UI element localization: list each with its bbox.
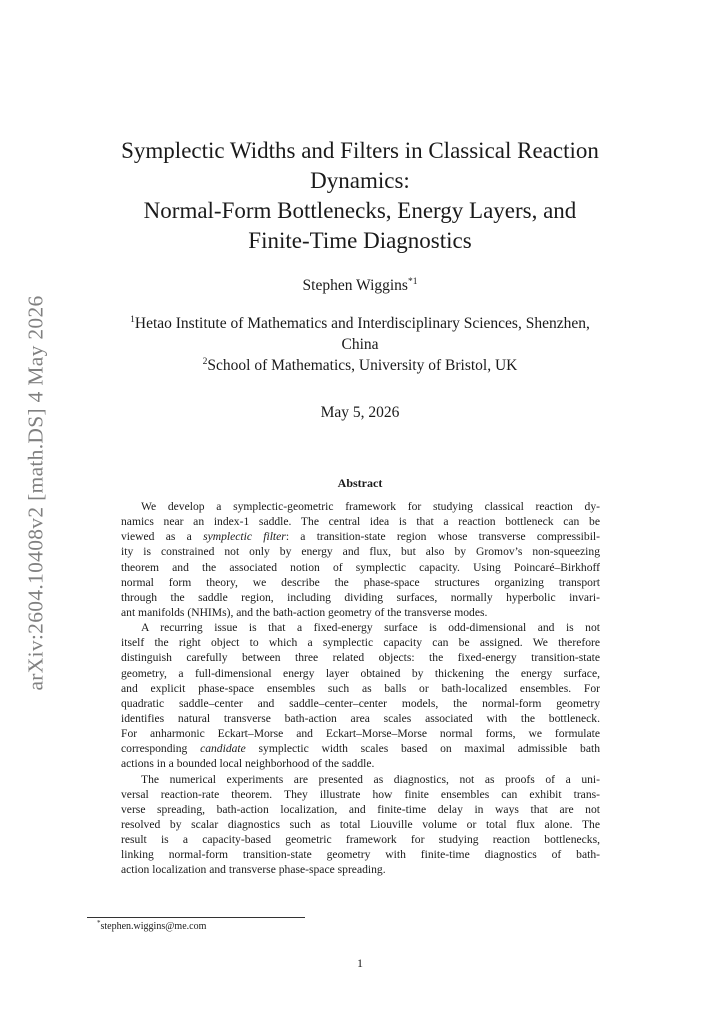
abstract-line: versal reaction-rate theorem. They illustrate how finite ensembles can exhibit trans-: [121, 787, 600, 801]
title-line: Dynamics:: [310, 168, 410, 193]
footnote-mark: *: [97, 919, 101, 927]
abstract-line: resolved by scalar diagnostics such as total Liouville volume or total flux alone. The: [121, 817, 600, 831]
affiliation-line: [70, 355, 650, 376]
arxiv-identifier: arXiv:2604.10408v2 [math.DS] 4 May 2026: [23, 295, 48, 691]
abstract-paragraph-3: [121, 772, 600, 878]
affiliation-mark: 2: [202, 357, 208, 367]
abstract-line: normal form theory, we describe the phase-space structures organizing transport: [121, 575, 600, 589]
abstract-paragraph-2: [121, 620, 600, 771]
author-line: [80, 277, 640, 295]
abstract-body: [121, 499, 600, 878]
abstract-line: actions in a bounded local neighborhood of the saddle.: [121, 757, 375, 771]
arxiv-identifier-stamp: [18, 0, 54, 1019]
author-email[interactable]: stephen.wiggins@me.com: [100, 921, 207, 932]
footnote-rule: [87, 917, 305, 918]
abstract-line: namics near an index-1 saddle. The central idea is that a reaction bottleneck can be: [121, 515, 600, 529]
abstract-line: geometry, a full-dimensional energy layer obtained by thickening the energy surface,: [121, 666, 600, 680]
abstract-line: identifies natural transverse bath-action area scales associated with the bottleneck.: [121, 711, 600, 725]
affiliation-text: Hetao Institute of Mathematics and Interdisciplinary Sciences, Shenzhen,: [134, 315, 590, 332]
emphasis-symplectic-filter: symplectic filter: [203, 530, 286, 544]
footnote: [97, 921, 206, 932]
title-line: Finite-Time Diagnostics: [248, 228, 472, 253]
affiliation-mark: 1: [130, 315, 135, 325]
abstract-line: For anharmonic Eckart–Morse and Eckart–Morse–Morse normal forms, we formulate: [121, 727, 600, 741]
paper-title: [80, 136, 640, 256]
abstract-line: quadratic saddle–center and saddle–center–center models, the normal-form geometry: [121, 696, 600, 710]
affiliation-text: School of Mathematics, University of Bristol, UK: [207, 357, 518, 374]
abstract-line: The numerical experiments are presented as diagnostics, not as proofs of a uni-: [141, 772, 600, 786]
abstract-line: We develop a symplectic-geometric framework for studying classical reaction dy-: [141, 500, 600, 513]
title-line: Normal-Form Bottlenecks, Energy Layers, and: [143, 198, 577, 223]
abstract-line: viewed as a symplectic filter: a transition-state region whose transverse compressibil-: [121, 530, 600, 544]
title-line: Symplectic Widths and Filters in Classical Reaction: [121, 138, 599, 163]
abstract-line: and explicit phase-space ensembles such as balls or bath-localized ensembles. For: [121, 681, 600, 695]
author-footnote-marks: *1: [407, 277, 418, 287]
publication-date: May 5, 2026: [320, 404, 400, 421]
affiliation-text: China: [341, 336, 379, 353]
affiliation-line: [70, 313, 650, 334]
abstract-line: itself the right object to which a symplectic capacity can be assigned. We therefore: [121, 636, 600, 650]
abstract-line: linking normal-form transition-state geometry with finite-time diagnostics of bath-: [121, 848, 600, 862]
author-name: Stephen Wiggins: [302, 277, 408, 294]
abstract-line: A recurring issue is that a fixed-energy surface is odd-dimensional and is not: [141, 621, 600, 635]
abstract-line: through the saddle region, including dividing surfaces, normally hyperbolic invari-: [121, 590, 600, 604]
abstract-line: action localization and transverse phase-space spreading.: [121, 863, 386, 877]
abstract-line: corresponding candidate symplectic width scales based on maximal admissible bath: [121, 742, 600, 756]
abstract-paragraph-1: [121, 499, 600, 620]
abstract-line: verse spreading, bath-action localization, and finite-time delay in ways that are not: [121, 802, 600, 816]
abstract-line: ity is constrained not only by energy and flux, but also by Gromov’s non-squeezing: [121, 545, 600, 559]
abstract-line: result is a capacity-based geometric framework for studying reaction bottlenecks,: [121, 833, 600, 847]
affiliation-line: [70, 334, 650, 355]
abstract-line: theorem and the associated notion of symplectic capacity. Using Poincaré–Birkhoff: [121, 560, 600, 574]
page-number: 1: [357, 956, 363, 970]
abstract-line: distinguish carefully between three related objects: the fixed-energy transition-state: [121, 651, 600, 665]
abstract-heading: Abstract: [337, 476, 383, 490]
abstract-line: ant manifolds (NHIMs), and the bath-action geometry of the transverse modes.: [121, 605, 488, 619]
emphasis-candidate: candidate: [200, 742, 246, 756]
affiliations: [70, 313, 650, 376]
